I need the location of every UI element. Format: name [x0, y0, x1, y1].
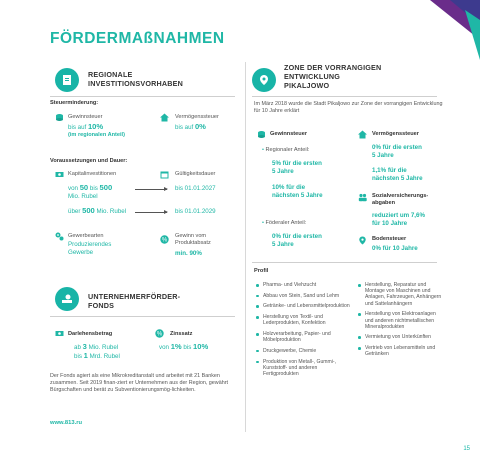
- zone-intro: Im März 2018 wurde die Stadt Pikaljowo zur Zone der vorrangigen Entwicklung für 10 Jahre erklärt: [254, 101, 443, 114]
- sozial-label-1: Sozialversicherungs-: [372, 193, 429, 199]
- divider: [252, 262, 437, 263]
- profil-item: Herstellung von Textil- und Lederprodukten, Konfektion: [256, 314, 351, 326]
- profil-item: Vertrieb von Lebensmitteln und Getränken: [358, 345, 443, 357]
- profil-item: Holzverarbeitung, Papier- und Möbelproduktion: [256, 331, 351, 343]
- zone-vermoegen-value-2: 1,1% für die: [372, 167, 407, 174]
- page-title: FÖRDERMAßNAHMEN: [50, 30, 225, 47]
- zins-label: Zinssatz: [170, 331, 193, 337]
- profil-item: Druckgewerbe, Chemie: [256, 348, 351, 354]
- regional-value-1: 5% für die ersten: [272, 160, 322, 167]
- gewinnsteuer-note: (im regionalen Anteil): [68, 132, 125, 138]
- section-heading-regional: REGIONALE INVESTITIONSVORHABEN: [88, 70, 184, 88]
- svg-text:%: %: [161, 237, 168, 244]
- darlehen-label: Darlehensbetrag: [68, 331, 113, 337]
- house-icon: [358, 130, 367, 139]
- zins-value: von 1% bis 10%: [159, 342, 209, 351]
- cash-icon: [55, 329, 64, 338]
- profil-item: Produktion von Metall-, Gummi-, Kunststoff- und anderen Fertigprodukten: [256, 359, 351, 378]
- row2-right: bis 01.01.2029: [175, 208, 216, 215]
- profil-item: Vermietung von Unterkünften: [358, 334, 443, 340]
- document-icon: [55, 68, 79, 92]
- arrow: [135, 189, 167, 190]
- map-pin-icon: [252, 68, 276, 92]
- kapital-label: Kapitalinvestitionen: [68, 171, 117, 177]
- darlehen-value-2: bis 1 Mrd. Rubel: [74, 351, 120, 360]
- profil-list-left: [256, 282, 351, 382]
- gewinn-value: min. 90%: [175, 250, 202, 257]
- gewinnsteuer-value: bis auf 10%: [68, 122, 104, 131]
- section-heading-zone: ZONE DER VORRANGIGEN ENTWICKLUNG PIKALJOWO: [284, 63, 382, 90]
- profil-heading: Profil: [254, 268, 269, 274]
- fonds-description: Der Fonds agiert als eine Mikrokreditanstalt und arbeitet mit 21 Banken zusammen. Seit 2019 finan-ziert er Unternehmen aus der Region, gewährt Bürgschaften und berät zu Subventionierungsmög-lichkeiten.: [50, 373, 228, 393]
- profil-item: Herstellung von Elektroanlagen und anderen nichtmetallischen Mineralprodukten: [358, 311, 443, 330]
- money-icon: [55, 170, 64, 179]
- vermoegen-label: Vermögenssteuer: [175, 114, 219, 120]
- boden-value: 0% für 10 Jahre: [372, 245, 418, 252]
- location-icon: [358, 236, 367, 245]
- profil-item: Herstellung, Reparatur und Montage von Maschinen und Anlagen, Fahrzeugen, Anhängern und Sattelanhängern: [358, 282, 443, 307]
- people-icon: [358, 193, 367, 202]
- coins-icon: [55, 113, 64, 122]
- steuer-heading: Steuerminderung:: [50, 100, 99, 106]
- website-link[interactable]: www.813.ru: [50, 420, 83, 426]
- zone-vermoegen-value-1: 0% für die ersten: [372, 144, 422, 151]
- row1-left-unit: Mio. Rubel: [68, 193, 98, 200]
- foederal-value-1: 0% für die ersten: [272, 233, 322, 240]
- row2-left: über 500 Mio. Rubel: [68, 206, 127, 215]
- divider: [252, 96, 437, 97]
- divider: [50, 316, 235, 317]
- gueltig-label: Gültigkeitsdauer: [175, 171, 216, 177]
- house-icon: [160, 113, 169, 122]
- foederal-label: • Föderaler Anteil:: [262, 220, 306, 226]
- row1-right: bis 01.01.2027: [175, 185, 216, 192]
- vorauss-heading: Voraussetzungen und Dauer:: [50, 158, 128, 164]
- coins-icon: [257, 130, 266, 139]
- profil-item: Pharma- und Viehzucht: [256, 282, 351, 288]
- regional-value-2: 10% für die: [272, 184, 306, 191]
- column-divider: [245, 62, 246, 432]
- calendar-icon: [160, 170, 169, 179]
- section-heading-fonds: UNTERNEHMERFÖRDER- FONDS: [88, 292, 181, 310]
- hand-coin-icon: [55, 287, 79, 311]
- gewerbe-value-1: Produzierendes: [68, 241, 112, 248]
- gewinnsteuer-label: Gewinnsteuer: [68, 114, 103, 120]
- gewerbe-label: Gewerbearten: [68, 233, 104, 239]
- sozial-label-2: abgaben: [372, 200, 396, 206]
- svg-text:%: %: [156, 331, 163, 338]
- darlehen-value-1: ab 3 Mio. Rubel: [74, 342, 119, 351]
- gewinn-label-2: Produktabsatz: [175, 240, 211, 246]
- profil-item: Abbau von Stein, Sand und Lehm: [256, 293, 351, 299]
- sozial-value-1: reduziert um 7,6%: [372, 212, 425, 219]
- gewinn-label-1: Gewinn vom: [175, 233, 207, 239]
- gewerbe-value-2: Gewerbe: [68, 249, 94, 256]
- percent-icon: [155, 329, 164, 338]
- foederal-value-1b: 5 Jahre: [272, 241, 294, 248]
- regional-label: • Regionaler Anteil:: [262, 147, 309, 153]
- row1-left: von 50 bis 500: [68, 183, 113, 192]
- vermoegen-value: bis auf 0%: [175, 122, 206, 131]
- page-number: 15: [463, 446, 470, 452]
- profil-item: Getränke- und Lebensmittelproduktion: [256, 303, 351, 309]
- zone-vermoegen-value-1b: 5 Jahre: [372, 152, 394, 159]
- regional-value-2b: nächsten 5 Jahre: [272, 192, 323, 199]
- sozial-value-2: für 10 Jahre: [372, 220, 408, 227]
- percent-icon: [160, 235, 169, 244]
- boden-label: Bodensteuer: [372, 236, 407, 242]
- arrow: [135, 212, 167, 213]
- zone-gewinnsteuer-label: Gewinnsteuer: [270, 131, 307, 137]
- corner-decoration: [420, 0, 480, 70]
- divider: [50, 96, 235, 97]
- gears-icon: [55, 232, 64, 241]
- zone-vermoegen-label: Vermögenssteuer: [372, 131, 419, 137]
- zone-vermoegen-value-2b: nächsten 5 Jahre: [372, 175, 423, 182]
- profil-list-right: [358, 282, 443, 362]
- regional-value-1b: 5 Jahre: [272, 168, 294, 175]
